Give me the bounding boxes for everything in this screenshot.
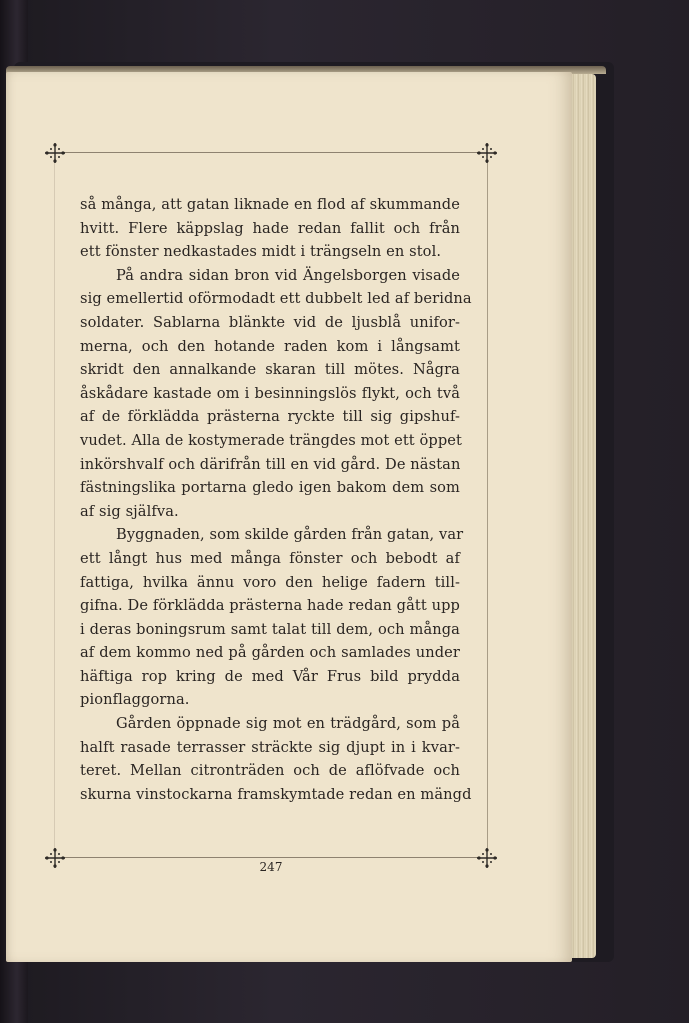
text-line: af de förklädda prästerna ryckte till sig gipshuf-: [80, 408, 460, 426]
text-line: häftiga rop kring de med Vår Frus bild prydda: [80, 667, 460, 685]
text-line: åskådare kastade om i besinningslös flykt, och två: [80, 384, 460, 402]
page-body-text: [80, 193, 472, 806]
cross-fleuron-icon: [43, 141, 67, 165]
text-line: merna, och den hotande raden kom i långsamt: [80, 337, 460, 355]
paragraph: [80, 193, 460, 264]
text-line: teret. Mellan citronträden och de aflöfvade och: [80, 762, 460, 780]
right-border-rule: [487, 162, 488, 848]
text-line: fattiga, hvilka ännu voro den helige fadern till-: [80, 573, 460, 591]
paragraph: [80, 523, 464, 712]
text-line: sig emellertid oförmodadt ett dubbelt led af beridna: [80, 290, 472, 308]
left-border-rule: [54, 162, 55, 848]
text-line: inkörshvalf och därifrån till en vid gård. De nästan: [80, 455, 461, 473]
paragraph: [80, 264, 472, 524]
cross-fleuron-icon: [43, 846, 67, 870]
text-line: hvitt. Flere käppslag hade redan fallit och från: [80, 219, 460, 237]
text-line: halft rasade terrasser sträckte sig djupt in i kvar-: [80, 738, 460, 756]
text-line: i deras boningsrum samt talat till dem, och många: [80, 620, 460, 638]
text-line: gifna. De förklädda prästerna hade redan gått upp: [80, 597, 460, 615]
text-line: Byggnaden, som skilde gården från gatan, var: [116, 526, 464, 544]
cross-fleuron-icon: [475, 141, 499, 165]
text-line: ett fönster nedkastades midt i trängseln en stol.: [80, 243, 442, 261]
bottom-border-rule: [64, 857, 480, 858]
text-line: skridt den annalkande skaran till mötes. Några: [80, 361, 460, 379]
top-border-rule: [64, 152, 480, 153]
text-line: vudet. Alla de kostymerade trängdes mot ett öppet: [80, 431, 462, 449]
text-line: så många, att gatan liknade en flod af skummande: [80, 196, 460, 213]
text-line: af dem kommo ned på gården och samlades under: [80, 644, 460, 662]
text-line: ett långt hus med många fönster och bebodt af: [80, 549, 460, 567]
text-line: af sig själfva.: [80, 502, 179, 520]
cross-fleuron-icon: [475, 846, 499, 870]
text-line: fästningslika portarna gledo igen bakom dem som: [80, 479, 460, 497]
text-line: Gården öppnade sig mot en trädgård, som på: [116, 715, 460, 733]
text-line: skurna vinstockarna framskymtade redan en mängd: [80, 785, 472, 803]
paragraph: [80, 712, 472, 806]
text-line: pionflaggorna.: [80, 691, 190, 709]
page-number: 247: [259, 860, 283, 874]
text-line: På andra sidan bron vid Ängelsborgen visade: [116, 266, 460, 284]
text-line: soldater. Sablarna blänkte vid de ljusblå unifor-: [80, 313, 460, 331]
